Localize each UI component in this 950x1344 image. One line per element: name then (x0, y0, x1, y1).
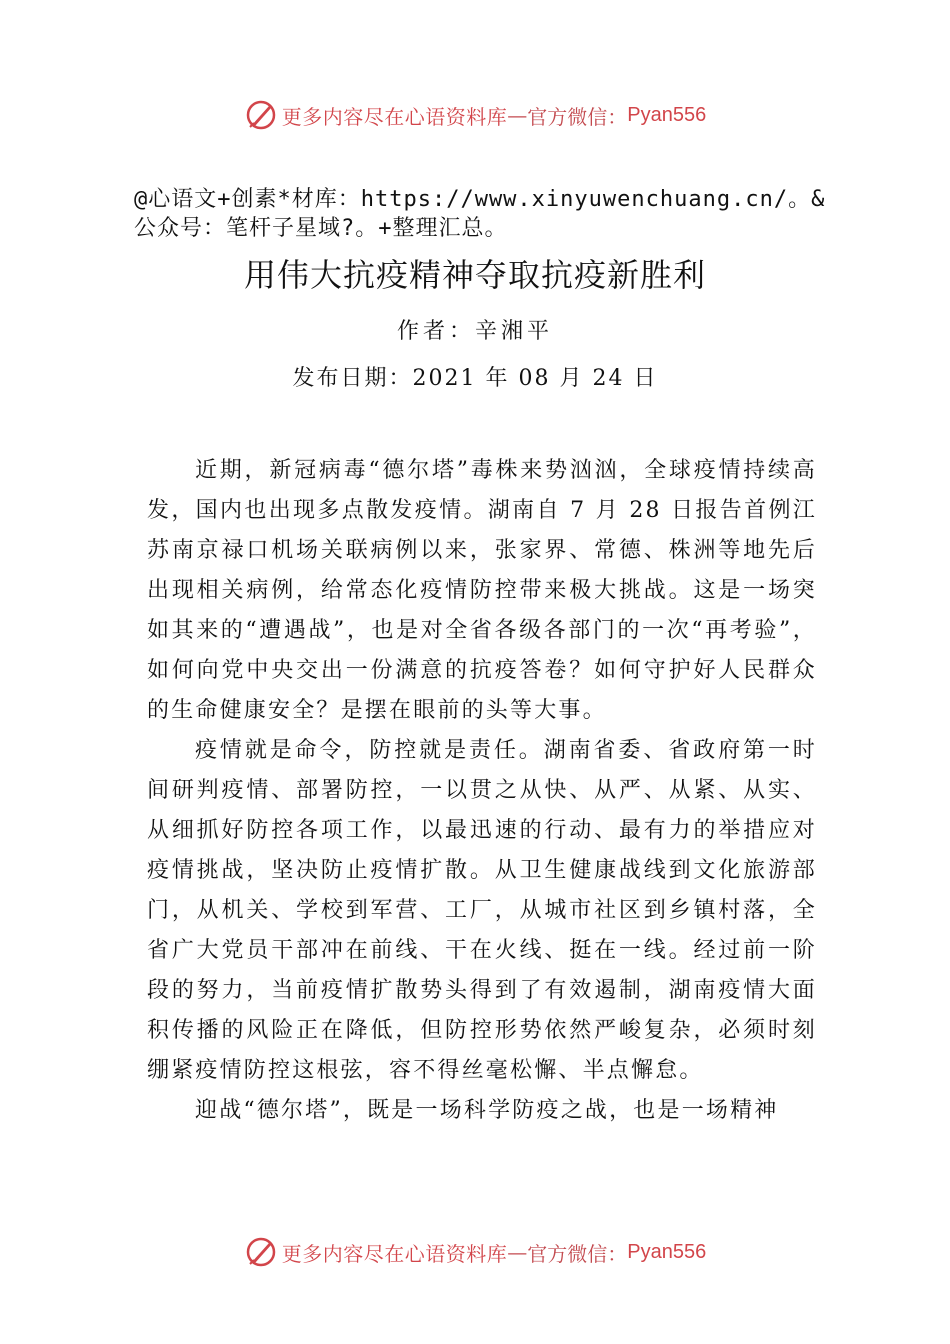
watermark-dash: — (507, 1240, 528, 1264)
paragraph: 疫情就是命令，防控就是责任。湖南省委、省政府第一时间研判疫情、部署防控，一以贯之从快、从严、从紧、从实、从细抓好防控各项工作，以最迅速的行动、最有力的举措应对疫情挑战，坚决防止疫情扩散。从卫生健康战线到文化旅游部门，从机关、学校到军营、工厂，从城市社区到乡镇村落，全省广大党员干部冲在前线、干在火线、挺在一线。经过前一阶段的努力，当前疫情扩散势头得到了有效遏制，湖南疫情大面积传播的风险正在降低，但防控形势依然严峻复杂，必须时刻绷紧疫情防控这根弦，容不得丝毫松懈、半点懈怠。 (147, 738, 817, 1083)
paragraph: 迎战“德尔塔”，既是一场科学防疫之战，也是一场精神 (195, 1098, 779, 1123)
paragraph: 近期，新冠病毒“德尔塔”毒株来势汹汹，全球疫情持续高发，国内也出现多点散发疫情。湖南自 7 月 28 日报告首例江苏南京禄口机场关联病例以来，张家界、常德、株洲等地先后出现相关病例，给常态化疫情防控带来极大挑战。这是一场突如其来的“遭遇战”，也是对全省各级各部门的一次“再考验”，如何向党中央交出一份满意的抗疫答卷？如何守护好人民群众的生命健康安全？是摆在眼前的头等大事。 (147, 458, 817, 723)
watermark-wechat-id: Pyan556 (627, 103, 707, 126)
date-line: 发布日期：2021 年 08 月 24 日 (292, 366, 658, 391)
watermark-dash: — (507, 103, 528, 127)
article-title: 用伟大抗疫精神夺取抗疫新胜利 (243, 256, 706, 294)
footer-watermark (0, 1232, 950, 1272)
watermark-wechat-label: 官方微信： (527, 104, 628, 129)
watermark-main-text: 更多内容尽在心语资料库 (281, 104, 508, 129)
header-watermark (0, 95, 950, 135)
watermark-wechat-id: Pyan556 (627, 1240, 707, 1263)
author-line: 作者：辛湘平 (396, 319, 553, 344)
watermark-main-text: 更多内容尽在心语资料库 (281, 1241, 508, 1266)
quill-logo-icon (244, 98, 278, 132)
quill-logo-icon (244, 1235, 278, 1269)
article-body (147, 451, 817, 1131)
watermark-wechat-label: 官方微信： (527, 1241, 628, 1266)
source-note: @心语文+创素*材库：https://www.xinyuwenchuang.cn/。&公众号：笔杆子星域?。+整理汇总。 (134, 187, 826, 241)
